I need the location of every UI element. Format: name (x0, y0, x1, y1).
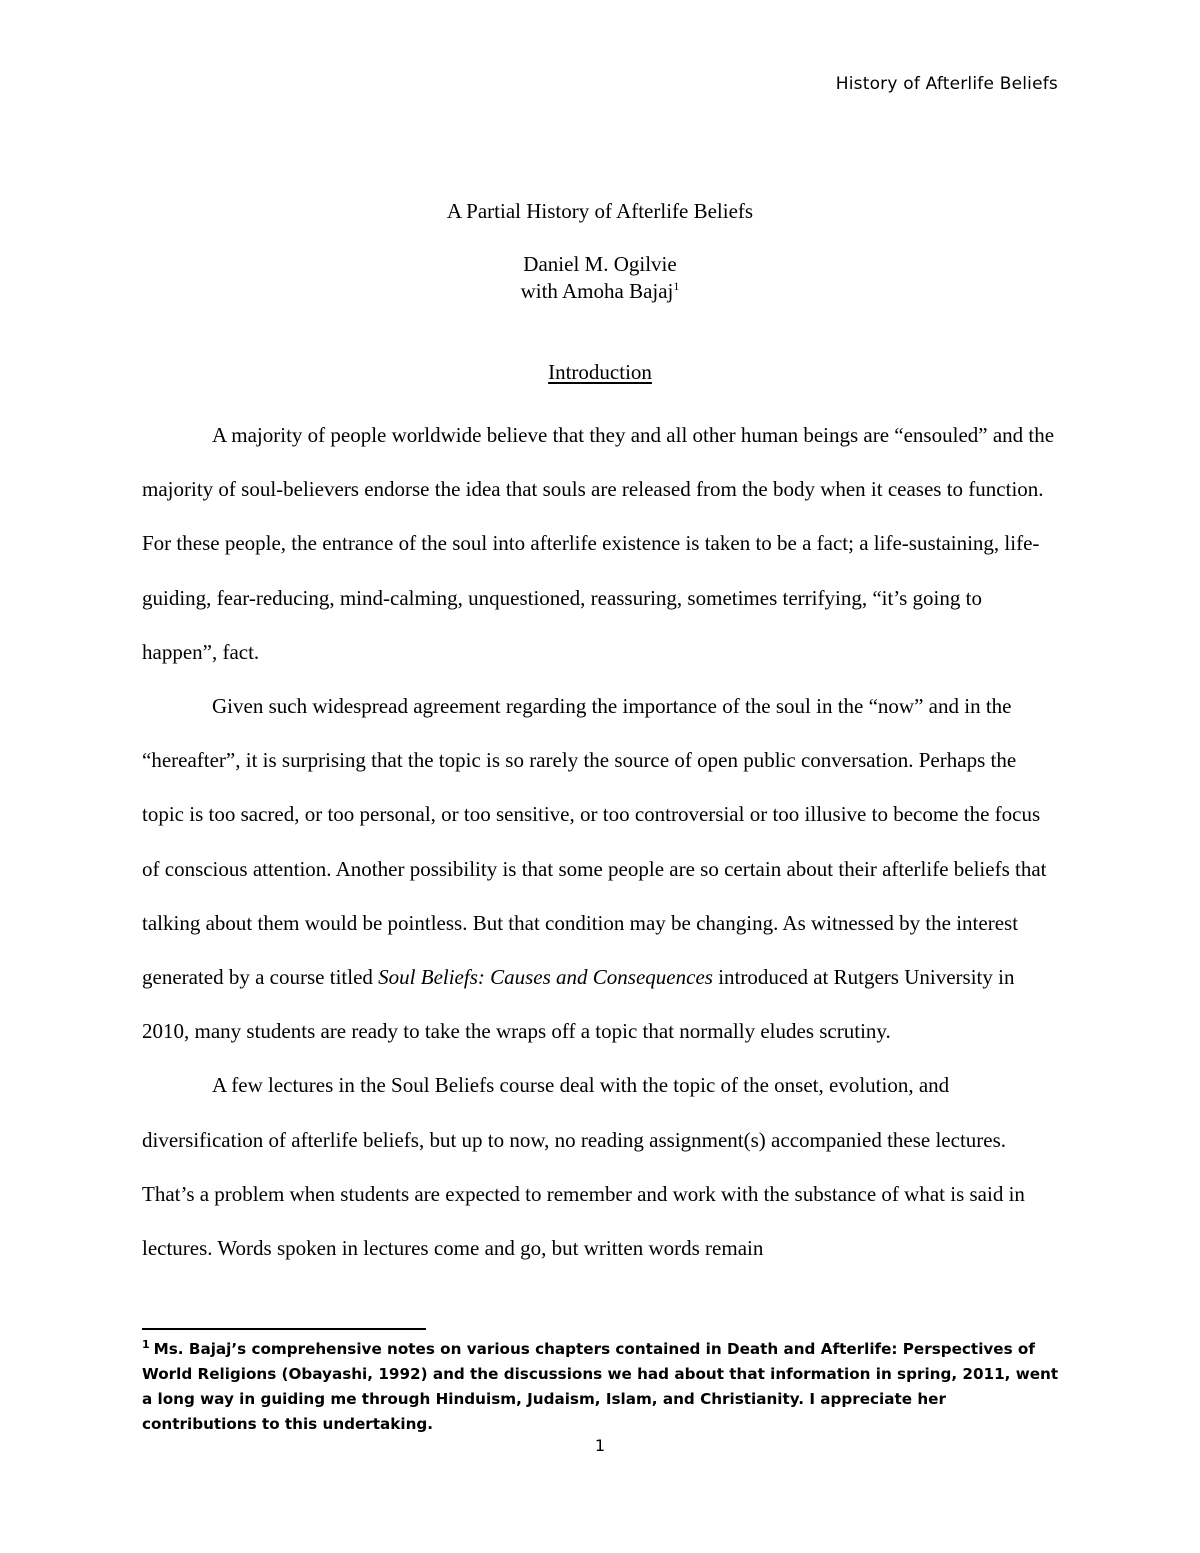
paragraph-1-text: A majority of people worldwide believe that they and all other human beings are “ensouled” and the majority of soul-believers endorse the idea that souls are released from the body when it ceases to function. For these people, the entrance of the soul into afterlife existence is taken to be a fact; a life-sustaining, life-guiding, fear-reducing, mind-calming, unquestioned, reassuring, sometimes terrifying, “it’s going to happen”, fact. (142, 423, 1055, 664)
author-name: Daniel M. Ogilvie (523, 252, 677, 276)
page-number: 1 (594, 1436, 606, 1455)
coauthor-line (0, 278, 1200, 304)
paragraph-2-text-continued: introduced at Rutgers University in 2010, many students are ready to take the wraps off a topic that normally eludes scrutiny. (142, 965, 1015, 1044)
section-heading: Introduction (548, 360, 652, 384)
document-title: A Partial History of Afterlife Beliefs (446, 199, 754, 223)
paragraph-1 (142, 408, 1060, 679)
paragraph-2-text: Given such widespread agreement regarding the importance of the soul in the “now” and in the “hereafter”, it is surprising that the topic is so rarely the source of open public conversation. Perhaps the topic is too sacred, or too personal, or too sensitive, or too controversial or too illusive to become the focus of conscious attention. Another possibility is that some people are so certain about their afterlife beliefs that talking about them would be pointless. But that condition may be changing. As witnessed by the interest generated by a course titled (142, 694, 1047, 990)
paragraph-2 (142, 679, 1060, 1058)
course-title: Soul Beliefs: Causes and Consequences (378, 965, 713, 990)
paragraph-3 (142, 1058, 1060, 1275)
running-header: History of Afterlife Beliefs (835, 74, 1058, 94)
body-text (142, 408, 1060, 1275)
footnote-text: Ms. Bajaj’s comprehensive notes on various chapters contained in Death and Afterlife: Perspectives of World Religions (Obayashi, 1992) and the discussions we had about that information in spring, 2011, went a long way in guiding me through Hinduism, Judaism, Islam, and Christianity. I appreciate her contributions to this undertaking. (142, 1340, 1059, 1433)
footnote-separator (142, 1328, 426, 1330)
footnote-number: 1 (142, 1337, 150, 1351)
footnote (142, 1337, 1060, 1437)
paragraph-3-text: A few lectures in the Soul Beliefs course deal with the topic of the onset, evolution, and diversification of afterlife beliefs, but up to now, no reading assignment(s) accompanied these lectures. That’s a problem when students are expected to remember and work with the substance of what is said in lectures. Words spoken in lectures come and go, but written words remain (142, 1073, 1025, 1261)
coauthor-name: with Amoha Bajaj (520, 279, 674, 303)
footnote-reference[interactable]: 1 (673, 279, 680, 293)
